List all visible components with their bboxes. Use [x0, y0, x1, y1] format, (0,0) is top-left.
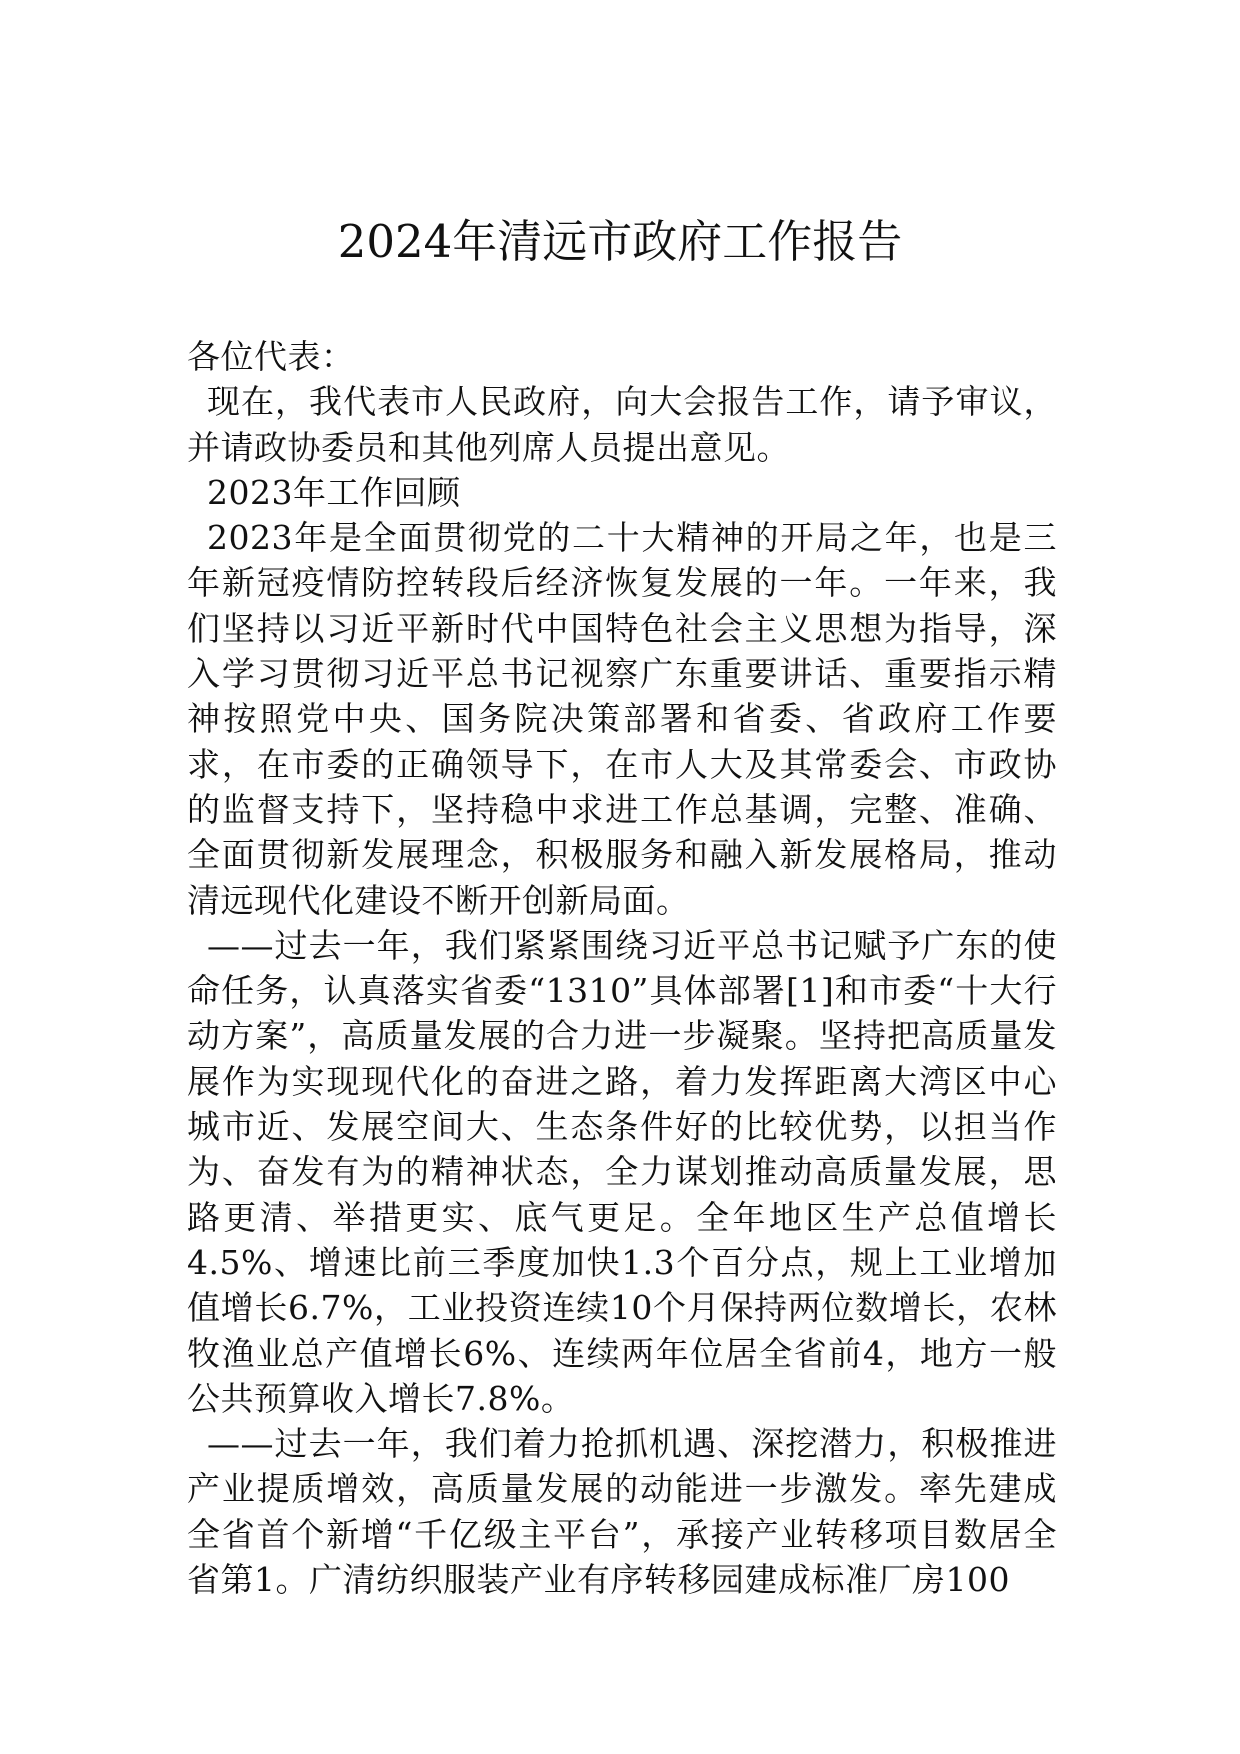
salutation: 各位代表： [187, 337, 355, 376]
document-body [187, 334, 1057, 1602]
section-heading: 2023年工作回顾 [207, 472, 461, 512]
document-title: 2024年清远市政府工作报告 [337, 215, 903, 268]
paragraph-industry: ——过去一年，我们着力抢抓机遇、深挖潜力，积极推进产业提质增效，高质量发展的动能进一步激发。率先建成全省首个新增“千亿级主平台”，承接产业转移项目数居全省第1。广清纺织服装产业有序转移园建成标准厂房100 [187, 1424, 1057, 1600]
paragraph-development: ——过去一年，我们紧紧围绕习近平总书记赋予广东的使命任务，认真落实省委“1310”具体部署[1]和市委“十大行动方案”，高质量发展的合力进一步凝聚。坚持把高质量发展作为实现现代化的奋进之路，着力发挥距离大湾区中心城市近、发展空间大、生态条件好的比较优势，以担当作为、奋发有为的精神状态，全力谋划推动高质量发展，思路更清、举措更实、底气更足。全年地区生产总值增长4.5%、增速比前三季度加快1.3个百分点，规上工业增加值增长6.7%，工业投资连续10个月保持两位数增长，农林牧渔业总产值增长6%、连续两年位居全省前4，地方一般公共预算收入增长7.8%。 [187, 925, 1057, 1418]
paragraph-intro: 现在，我代表市人民政府，向大会报告工作，请予审议，并请政协委员和其他列席人员提出意见。 [187, 382, 1057, 467]
paragraph-overview: 2023年是全面贯彻党的二十大精神的开局之年，也是三年新冠疫情防控转段后经济恢复发展的一年。一年来，我们坚持以习近平新时代中国特色社会主义思想为指导，深入学习贯彻习近平总书记视察广东重要讲话、重要指示精神按照党中央、国务院决策部署和省委、省政府工作要求，在市委的正确领导下，在市人大及其常委会、市政协的监督支持下，坚持稳中求进工作总基调，完整、准确、全面贯彻新发展理念，积极服务和融入新发展格局，推动清远现代化建设不断开创新局面。 [187, 518, 1057, 920]
